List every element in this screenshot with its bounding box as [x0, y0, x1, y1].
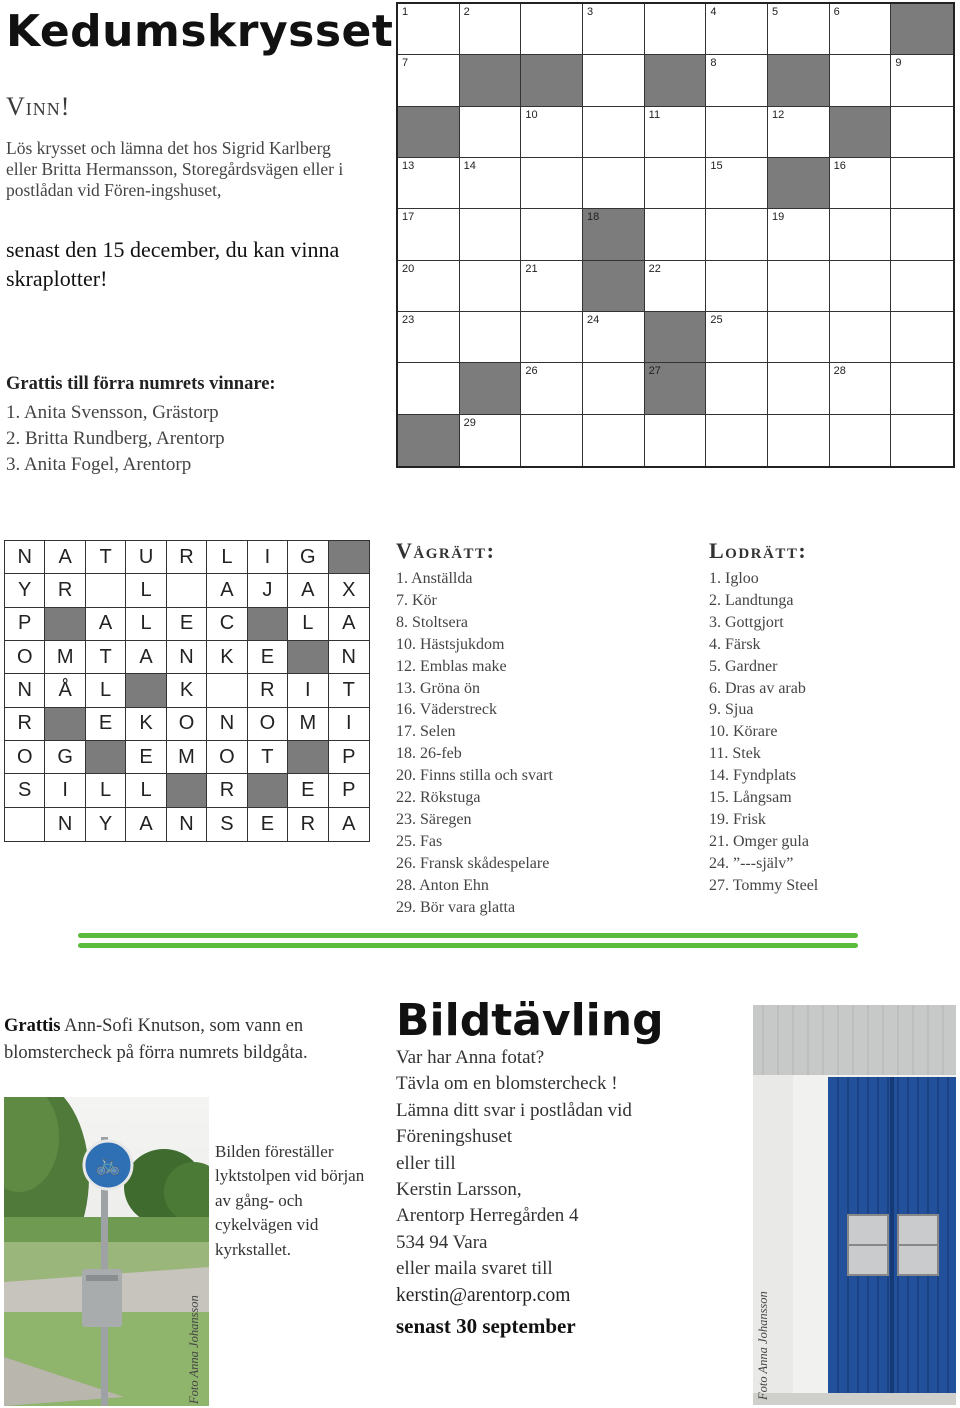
clue-item: 16. Väderstreck: [396, 701, 497, 719]
winners-heading: Grattis till förra numrets vinnare:: [6, 374, 276, 394]
clue-number: 17: [402, 211, 415, 224]
crossword-black-cell: [645, 363, 707, 414]
clue-number: 2: [463, 6, 470, 18]
crossword-cell[interactable]: [891, 158, 953, 209]
crossword-cell[interactable]: [645, 107, 707, 158]
crossword-cell[interactable]: [768, 4, 830, 55]
crossword-cell[interactable]: [583, 363, 645, 414]
crossword-cell[interactable]: [891, 363, 953, 414]
solution-cell: O: [5, 741, 45, 774]
solution-cell: K: [126, 708, 166, 741]
clue-item: 29. Bör vara glatta: [396, 898, 516, 916]
solution-black-cell: [86, 741, 126, 774]
crossword-cell[interactable]: [398, 312, 460, 363]
clue-number: 21: [525, 262, 538, 275]
clue-number: 22: [648, 262, 661, 275]
crossword-cell[interactable]: [583, 158, 645, 209]
clue-item: 18. 26-feb: [396, 745, 462, 763]
clue-number: 19: [772, 211, 785, 224]
solution-cell: L: [86, 674, 126, 707]
crossword-black-cell: [460, 363, 522, 414]
crossword-cell[interactable]: [706, 107, 768, 158]
contest-line: eller till: [396, 1152, 456, 1174]
crossword-cell[interactable]: [645, 261, 707, 312]
contest-instructions: [396, 1045, 746, 1283]
solution-cell: M: [167, 741, 207, 774]
clue-item: 7. Kör: [396, 591, 437, 609]
solution-cell: Å: [45, 674, 85, 707]
solution-cell: L: [207, 541, 247, 574]
crossword-cell[interactable]: [706, 415, 768, 466]
solution-cell: G: [288, 541, 328, 574]
clue-item: 4. Färsk: [709, 635, 761, 653]
crossword-cell[interactable]: [891, 107, 953, 158]
solution-black-cell: [329, 541, 369, 574]
down-heading: Lodrätt:: [709, 538, 808, 563]
crossword-cell[interactable]: [521, 415, 583, 466]
solution-black-cell: [248, 608, 288, 641]
crossword-cell[interactable]: [891, 415, 953, 466]
crossword-black-cell: [460, 55, 522, 106]
crossword-cell[interactable]: [398, 158, 460, 209]
solution-cell: N: [207, 708, 247, 741]
crossword-cell[interactable]: [706, 4, 768, 55]
clue-number: 25: [710, 313, 723, 326]
crossword-black-cell: [645, 312, 707, 363]
crossword-cell[interactable]: [768, 107, 830, 158]
crossword-cell[interactable]: [645, 415, 707, 466]
solution-cell: [5, 808, 45, 841]
solution-cell: N: [5, 674, 45, 707]
solution-cell: T: [86, 641, 126, 674]
crossword-black-cell: [583, 209, 645, 260]
crossword-cell[interactable]: [768, 261, 830, 312]
clue-number: 23: [402, 313, 415, 326]
crossword-cell[interactable]: [830, 363, 892, 414]
solution-cell: N: [167, 641, 207, 674]
clue-number: 14: [463, 159, 476, 172]
clue-item: 24. ”---själv”: [709, 854, 794, 872]
clue-number: 12: [772, 108, 785, 121]
crossword-black-cell: [521, 55, 583, 106]
crossword-cell[interactable]: [706, 261, 768, 312]
solution-cell: M: [45, 641, 85, 674]
crossword-cell[interactable]: [460, 107, 522, 158]
crossword-cell[interactable]: [460, 158, 522, 209]
crossword-black-cell: [398, 107, 460, 158]
solution-cell: O: [248, 708, 288, 741]
clue-number: 4: [710, 6, 717, 18]
clue-item: 6. Dras av arab: [709, 679, 806, 697]
solution-cell: T: [86, 541, 126, 574]
clue-item: 14. Fyndplats: [709, 767, 797, 785]
solution-cell: [167, 574, 207, 607]
crossword-cell[interactable]: [583, 107, 645, 158]
crossword-cell[interactable]: [521, 158, 583, 209]
contest-line: 534 94 Vara: [396, 1231, 488, 1253]
crossword-black-cell: [768, 158, 830, 209]
clue-item: 2. Landtunga: [709, 591, 794, 609]
clue-item: 13. Gröna ön: [396, 679, 480, 697]
contest-line: Föreningshuset: [396, 1126, 513, 1148]
solution-cell: R: [167, 541, 207, 574]
solution-cell: E: [288, 774, 328, 807]
clue-item: 1. Igloo: [709, 570, 759, 587]
solution-cell: S: [207, 808, 247, 841]
clue-number: 7: [402, 57, 409, 70]
solution-cell: O: [5, 641, 45, 674]
solution-cell: K: [207, 641, 247, 674]
crossword-cell[interactable]: [830, 312, 892, 363]
solution-cell: C: [207, 608, 247, 641]
list-item: 3. Anita Fogel, Arentorp: [6, 454, 192, 475]
solution-cell: N: [329, 641, 369, 674]
solution-cell: A: [288, 574, 328, 607]
solution-cell: P: [329, 741, 369, 774]
clue-item: 22. Rökstuga: [396, 789, 481, 807]
solution-cell: E: [248, 808, 288, 841]
win-heading: Vinn!: [6, 92, 71, 121]
contest-line: Var har Anna fotat?: [396, 1047, 545, 1068]
solution-cell: A: [207, 574, 247, 607]
instructions-text: Lös krysset och lämna det hos Sigrid Karlberg eller Britta Hermansson, Storegårdsvägen eller i postlådan vid Fören-ingshuset,: [6, 138, 344, 200]
solution-cell: R: [248, 674, 288, 707]
solution-black-cell: [288, 741, 328, 774]
crossword-cell[interactable]: [830, 261, 892, 312]
clue-number: 10: [525, 108, 538, 121]
clue-number: 18: [587, 211, 600, 224]
clue-number: 13: [402, 159, 415, 172]
crossword-cell[interactable]: [583, 415, 645, 466]
solution-cell: O: [167, 708, 207, 741]
divider-bar: [78, 943, 858, 948]
crossword-cell[interactable]: [891, 55, 953, 106]
crossword-black-cell: [583, 261, 645, 312]
crossword-cell[interactable]: [645, 158, 707, 209]
clue-item: 27. Tommy Steel: [709, 876, 819, 894]
crossword-black-cell: [768, 55, 830, 106]
solution-cell: N: [5, 541, 45, 574]
solution-cell: G: [45, 741, 85, 774]
solution-cell: T: [329, 674, 369, 707]
contest-line: Lämna ditt svar i postlådan vid: [396, 1099, 632, 1121]
crossword-cell[interactable]: [891, 209, 953, 260]
solution-cell: L: [288, 608, 328, 641]
clue-item: 1. Anställda: [396, 570, 473, 587]
across-clue-list: [396, 568, 553, 919]
solution-cell: L: [126, 574, 166, 607]
solution-cell: U: [126, 541, 166, 574]
clue-item: 10. Hästsjukdom: [396, 635, 505, 653]
solution-cell: A: [126, 641, 166, 674]
solution-cell: N: [167, 808, 207, 841]
solution-cell: T: [248, 741, 288, 774]
solution-cell: R: [5, 708, 45, 741]
clue-number: 16: [833, 159, 846, 172]
solution-cell: I: [329, 708, 369, 741]
solution-cell: I: [248, 541, 288, 574]
lamppost-photo: [4, 1097, 209, 1406]
solution-cell: I: [288, 674, 328, 707]
down-clue-list: [709, 568, 818, 897]
solution-cell: A: [45, 541, 85, 574]
clue-number: 1: [402, 6, 409, 18]
crossword-black-cell: [891, 4, 953, 55]
contest-line: Arentorp Herregården 4: [396, 1205, 579, 1227]
crossword-cell[interactable]: [706, 209, 768, 260]
clue-item: 8. Stoltsera: [396, 613, 468, 631]
solution-cell: A: [126, 808, 166, 841]
contest-line: eller maila svaret till: [396, 1258, 553, 1280]
solution-cell: X: [329, 574, 369, 607]
clue-item: 12. Emblas make: [396, 657, 507, 675]
solution-black-cell: [45, 608, 85, 641]
clue-item: 11. Stek: [709, 745, 761, 763]
clue-item: 3. Gottgjort: [709, 613, 784, 631]
solution-black-cell: [248, 774, 288, 807]
crossword-cell[interactable]: [706, 158, 768, 209]
list-item: 2. Britta Rundberg, Arentorp: [6, 428, 225, 449]
crossword-black-cell: [645, 55, 707, 106]
crossword-cell[interactable]: [583, 312, 645, 363]
solution-cell: R: [207, 774, 247, 807]
crossword-cell[interactable]: [891, 261, 953, 312]
solution-cell: A: [342, 812, 356, 835]
contest-line: Tävla om en blomstercheck !: [396, 1073, 618, 1095]
contest-deadline: senast 30 september: [396, 1314, 576, 1338]
clue-item: 15. Långsam: [709, 789, 792, 807]
solution-cell: K: [167, 674, 207, 707]
photo-caption: Bilden föreställer lyktstolpen vid början av gång- och cykelvägen vid kyrkstallet.: [215, 1142, 365, 1259]
clue-number: 8: [710, 57, 717, 70]
crossword-cell[interactable]: [460, 209, 522, 260]
crossword-cell[interactable]: [398, 55, 460, 106]
list-item: 1. Anita Svensson, Grästorp: [6, 402, 219, 423]
crossword-cell[interactable]: [460, 312, 522, 363]
crossword-cell[interactable]: [583, 55, 645, 106]
solution-cell: L: [126, 774, 166, 807]
clue-item: 21. Omger gula: [709, 832, 809, 850]
solution-black-cell: [167, 774, 207, 807]
crossword-cell[interactable]: [583, 4, 645, 55]
crossword-cell[interactable]: [521, 107, 583, 158]
crossword-grid: [396, 2, 955, 468]
crossword-cell[interactable]: [521, 209, 583, 260]
crossword-cell[interactable]: [768, 209, 830, 260]
across-clues: [396, 538, 553, 919]
clue-number: 6: [833, 6, 840, 18]
clue-number: 3: [587, 6, 594, 18]
previous-solution-grid: [4, 540, 370, 842]
solution-cell: E: [167, 608, 207, 641]
crossword-cell[interactable]: [830, 415, 892, 466]
solution-cell: L: [126, 608, 166, 641]
clue-number: 24: [587, 313, 600, 326]
solution-cell: [86, 574, 126, 607]
crossword-cell[interactable]: [830, 4, 892, 55]
solution-cell: P: [329, 774, 369, 807]
blue-door-photo: [753, 1005, 956, 1405]
crossword-cell[interactable]: [706, 55, 768, 106]
clue-number: 11: [648, 108, 661, 121]
clue-item: 17. Selen: [396, 723, 456, 741]
solution-black-cell: [126, 674, 166, 707]
photo-winner-body: Ann-Sofi Knutson, som vann en blomstercheck på förra numrets bildgåta.: [4, 1016, 308, 1063]
contest-line: Kerstin Larsson,: [396, 1179, 522, 1201]
crossword-cell[interactable]: [768, 363, 830, 414]
clue-number: 27: [648, 365, 661, 378]
clue-number: 9: [895, 57, 902, 70]
solution-cell: E: [248, 641, 288, 674]
clue-number: 15: [710, 159, 723, 172]
grattis-label: Grattis: [4, 1016, 61, 1036]
crossword-cell[interactable]: [768, 312, 830, 363]
crossword-cell[interactable]: [398, 261, 460, 312]
solution-cell: N: [45, 808, 85, 841]
clue-item: 20. Finns stilla och svart: [396, 767, 553, 785]
solution-cell: S: [5, 774, 45, 807]
solution-cell: P: [5, 608, 45, 641]
contest-title: Bildtävling: [396, 995, 664, 1046]
crossword-cell[interactable]: [521, 312, 583, 363]
photo-winner-text: [4, 1013, 364, 1067]
solution-cell: E: [126, 741, 166, 774]
clue-item: 28. Anton Ehn: [396, 876, 489, 894]
svg-text:🚲: 🚲: [95, 1152, 121, 1176]
photo-credit: Foto Anna Johansson: [187, 1295, 201, 1404]
crossword-black-cell: [398, 415, 460, 466]
across-heading: Vågrätt:: [396, 538, 496, 563]
crossword-black-cell: [830, 107, 892, 158]
crossword-cell[interactable]: [460, 261, 522, 312]
clue-number: 5: [772, 6, 779, 18]
crossword-cell[interactable]: [398, 363, 460, 414]
clue-number: 28: [833, 365, 846, 378]
clue-item: 26. Fransk skådespelare: [396, 854, 550, 872]
solution-cell: R: [45, 574, 85, 607]
solution-cell: R: [288, 808, 328, 841]
solution-cell: [207, 674, 247, 707]
crossword-cell[interactable]: [706, 312, 768, 363]
solution-cell: E: [86, 708, 126, 741]
clue-number: 26: [525, 365, 538, 378]
photo-credit: Foto Anna Johansson: [756, 1291, 770, 1400]
crossword-cell[interactable]: [768, 415, 830, 466]
crossword-cell[interactable]: [521, 4, 583, 55]
green-divider: [78, 933, 858, 951]
crossword-cell[interactable]: [830, 209, 892, 260]
solution-black-cell: [288, 641, 328, 674]
crossword-cell[interactable]: [398, 4, 460, 55]
clue-item: 5. Gardner: [709, 657, 778, 675]
solution-cell: Y: [5, 574, 45, 607]
down-clues: [709, 538, 818, 897]
solution-cell: M: [288, 708, 328, 741]
solution-cell: A: [329, 608, 369, 641]
crossword-cell[interactable]: [830, 158, 892, 209]
crossword-cell[interactable]: [645, 4, 707, 55]
crossword-cell[interactable]: [645, 209, 707, 260]
solution-cell: O: [207, 741, 247, 774]
crossword-cell[interactable]: [706, 363, 768, 414]
deadline-text: senast den 15 december, du kan vinna skraplotter!: [6, 237, 340, 291]
clue-item: 9. Sjua: [709, 701, 754, 719]
solution-cell: A: [86, 608, 126, 641]
crossword-cell[interactable]: [891, 312, 953, 363]
crossword-cell[interactable]: [460, 415, 522, 466]
crossword-cell[interactable]: [521, 261, 583, 312]
crossword-cell[interactable]: [521, 363, 583, 414]
clue-number: 20: [402, 262, 415, 275]
page-title: Kedumskrysset: [6, 6, 394, 57]
crossword-cell[interactable]: [460, 4, 522, 55]
contest-email-link[interactable]: kerstin@arentorp.com: [396, 1285, 571, 1306]
crossword-cell[interactable]: [830, 55, 892, 106]
crossword-cell[interactable]: [398, 209, 460, 260]
winners-list: [6, 400, 225, 478]
solution-cell: L: [86, 774, 126, 807]
solution-cell: Y: [86, 808, 126, 841]
clue-item: 19. Frisk: [709, 810, 766, 828]
solution-cell: I: [45, 774, 85, 807]
solution-black-cell: [45, 708, 85, 741]
clue-item: 10. Körare: [709, 723, 778, 741]
clue-number: 29: [463, 416, 476, 429]
solution-cell: J: [248, 574, 288, 607]
clue-item: 25. Fas: [396, 832, 443, 850]
clue-item: 23. Säregen: [396, 810, 472, 828]
divider-bar: [78, 933, 858, 938]
